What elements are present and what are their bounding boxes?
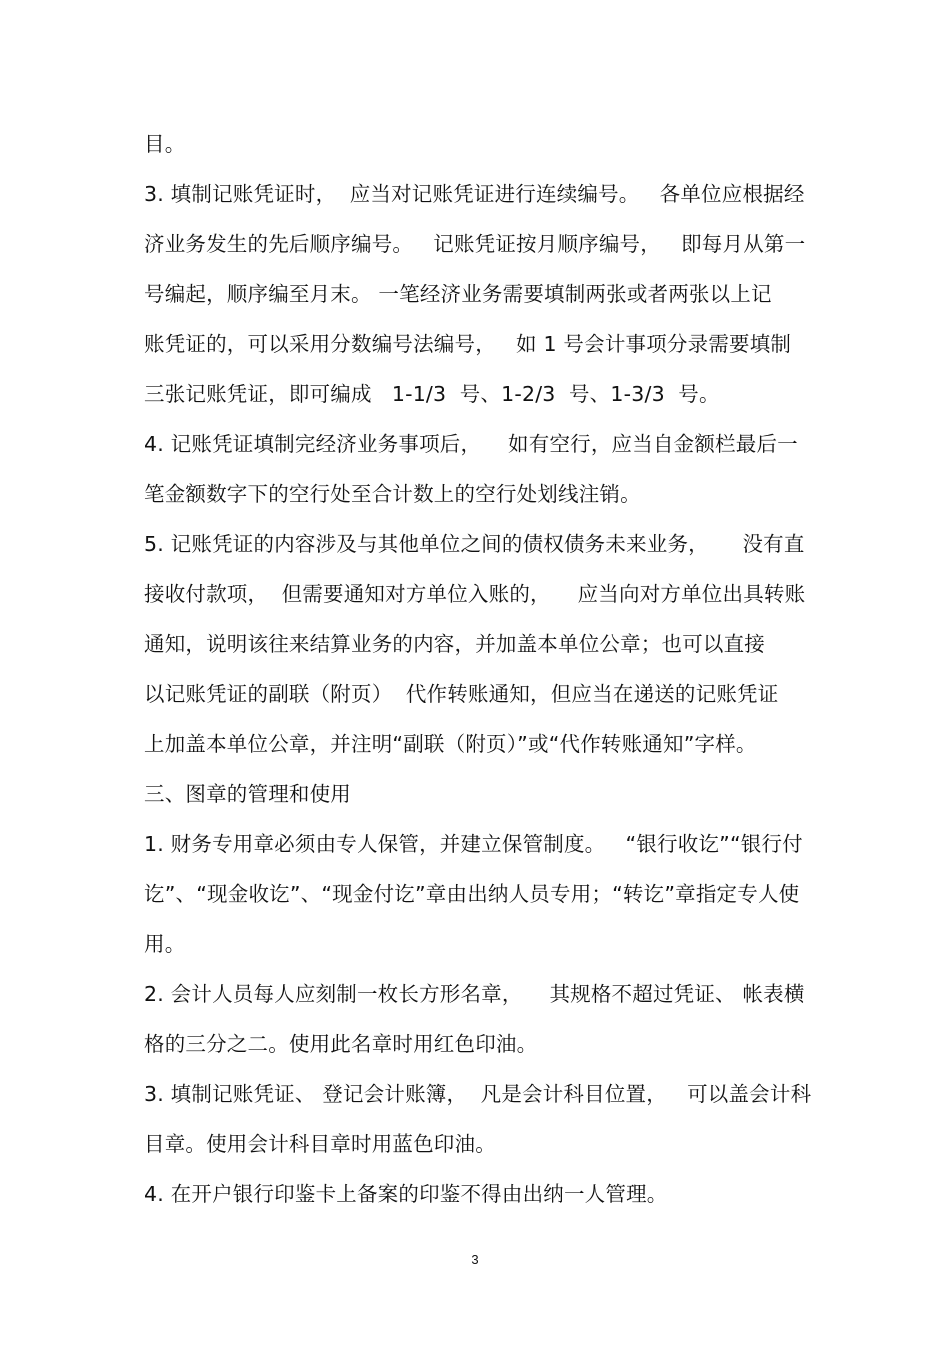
text-line: 3. 填制记账凭证、 登记会计账簿， 凡是会计科目位置， 可以盖会计科 xyxy=(144,1082,812,1106)
text-line: 三张记账凭证，即可编成 1-1/3 号、1-2/3 号、1-3/3 号。 xyxy=(144,382,720,406)
text-line: 格的三分之二。使用此名章时用红色印油。 xyxy=(144,1032,538,1056)
text-line: 号编起，顺序编至月末。 一笔经济业务需要填制两张或者两张以上记 xyxy=(144,282,772,306)
text-line: 讫”、“现金收讫”、“现金付讫”章由出纳人员专用；“转讫”章指定专人使 xyxy=(144,882,800,906)
text-line: 目。 xyxy=(144,132,186,156)
text-line: 通知，说明该往来结算业务的内容，并加盖本单位公章；也可以直接 xyxy=(144,632,765,656)
text-line: 济业务发生的先后顺序编号。 记账凭证按月顺序编号， 即每月从第一 xyxy=(144,232,806,256)
text-line: 目章。使用会计科目章时用蓝色印油。 xyxy=(144,1132,496,1156)
text-line: 以记账凭证的副联（附页） 代作转账通知，但应当在递送的记账凭证 xyxy=(144,682,779,706)
text-line: 4. 记账凭证填制完经济业务事项后， 如有空行，应当自金额栏最后一 xyxy=(144,432,798,456)
page-number: 3 xyxy=(471,1252,479,1267)
text-line: 4. 在开户银行印鉴卡上备案的印鉴不得由出纳一人管理。 xyxy=(144,1182,668,1206)
text-line: 账凭证的，可以采用分数编号法编号， 如 1 号会计事项分录需要填制 xyxy=(144,332,792,356)
text-line: 接收付款项， 但需要通知对方单位入账的， 应当向对方单位出具转账 xyxy=(144,582,806,606)
text-line: 2. 会计人员每人应刻制一枚长方形名章， 其规格不超过凭证、 帐表横 xyxy=(144,982,805,1006)
section-heading: 三、图章的管理和使用 xyxy=(144,782,351,806)
text-line: 用。 xyxy=(144,932,186,956)
text-line: 3. 填制记账凭证时， 应当对记账凭证进行连续编号。 各单位应根据经 xyxy=(144,182,805,206)
text-line: 1. 财务专用章必须由专人保管，并建立保管制度。 “银行收讫”“银行付 xyxy=(144,832,803,856)
text-line: 上加盖本单位公章，并注明“副联（附页）”或“代作转账通知”字样。 xyxy=(144,732,757,756)
text-line: 5. 记账凭证的内容涉及与其他单位之间的债权债务未来业务， 没有直 xyxy=(144,532,805,556)
text-line: 笔金额数字下的空行处至合计数上的空行处划线注销。 xyxy=(144,482,641,506)
